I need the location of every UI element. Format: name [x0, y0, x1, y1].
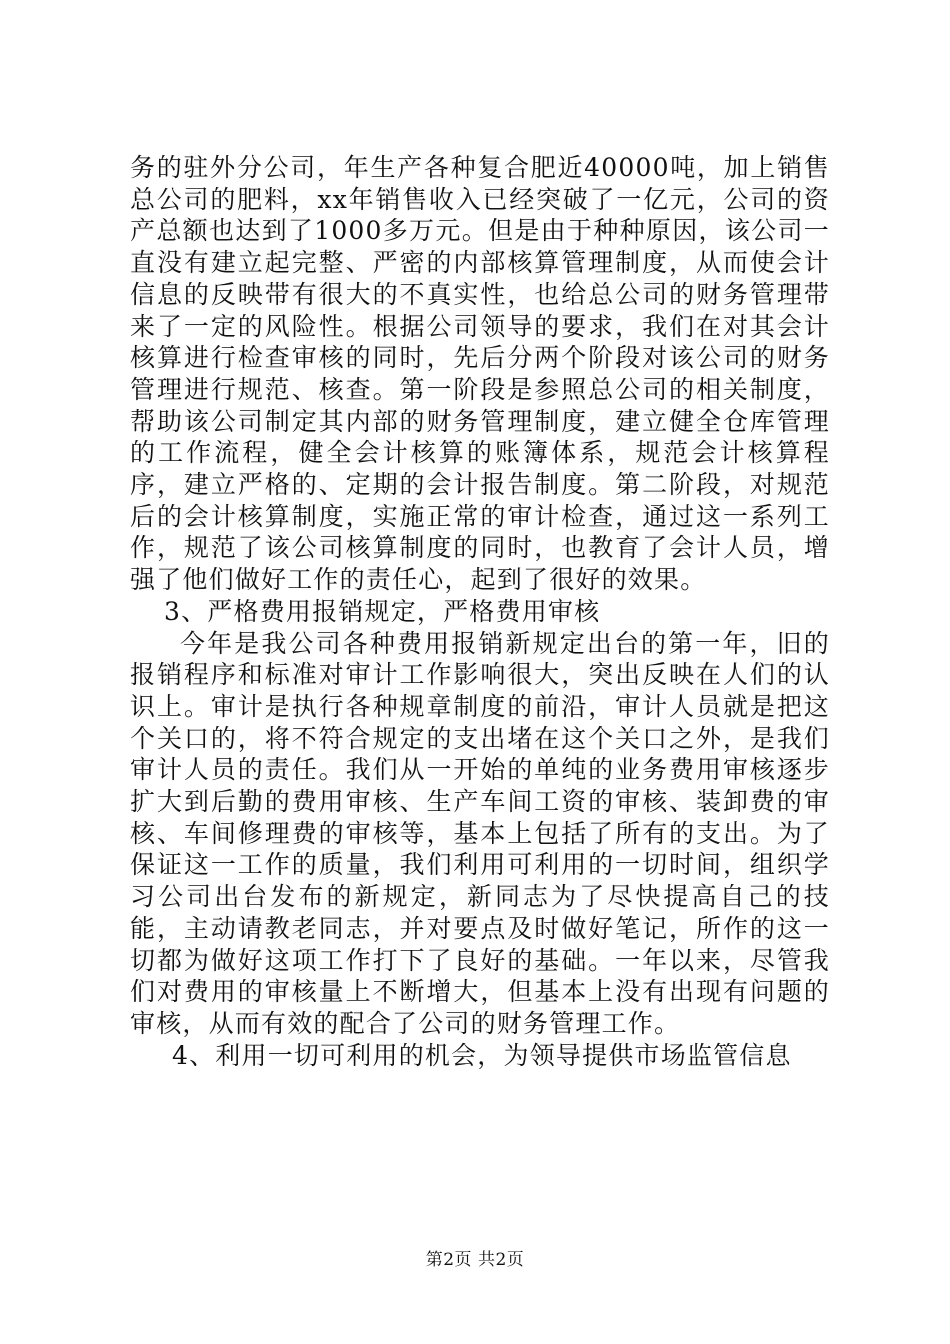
- section-heading: 3、严格费用报销规定，严格费用审核: [164, 596, 601, 626]
- body-paragraph: 今年是我公司各种费用报销新规定出台的第一年，旧的报销程序和标准对审计工作影响很大，突出反映在人们的认识上。审计是执行各种规章制度的前沿，审计人员就是把这个关口的，将不符合规定的支出堵在这个关口之外，是我们审计人员的责任。我们从一开始的单纯的业务费用审核逐步扩大到后勤的费用审核、生产车间工资的审核、装卸费的审核、车间修理费的审核等，基本上包括了所有的支出。为了保证这一工作的质量，我们利用可利用的一切时间，组织学习公司出台发布的新规定，新同志为了尽快提高自己的技能，主动请教老同志，并对要点及时做好笔记，所作的这一切都为做好这项工作打下了良好的基础。一年以来，尽管我们对费用的审核量上不断增大，但基本上没有出现有问题的审核，从而有效的配合了公司的财务管理工作。: [130, 628, 830, 1038]
- body-paragraph: 务的驻外分公司，年生产各种复合肥近40000吨，加上销售总公司的肥料，xx年销售收入已经突破了一亿元，公司的资产总额也达到了1000多万元。但是由于种种原因，该公司一直没有建立起完整、严密的内部核算管理制度，从而使会计信息的反映带有很大的不真实性，也给总公司的财务管理带来了一定的风险性。根据公司领导的要求，我们在对其会计核算进行检查审核的同时，先后分两个阶段对该公司的财务管理进行规范、核查。第一阶段是参照总公司的相关制度，帮助该公司制定其内部的财务管理制度，建立健全仓库管理的工作流程，健全会计核算的账簿体系，规范会计核算程序，建立严格的、定期的会计报告制度。第二阶段，对规范后的会计核算制度，实施正常的审计检查，通过这一系列工作，规范了该公司核算制度的同时，也教育了会计人员，增强了他们做好工作的责任心，起到了很好的效果。: [130, 153, 830, 595]
- document-body: [130, 152, 830, 1071]
- section-heading: 4、利用一切可利用的机会，为领导提供市场监管信息: [172, 1040, 792, 1070]
- page-footer: 第2页 共2页: [425, 1250, 525, 1270]
